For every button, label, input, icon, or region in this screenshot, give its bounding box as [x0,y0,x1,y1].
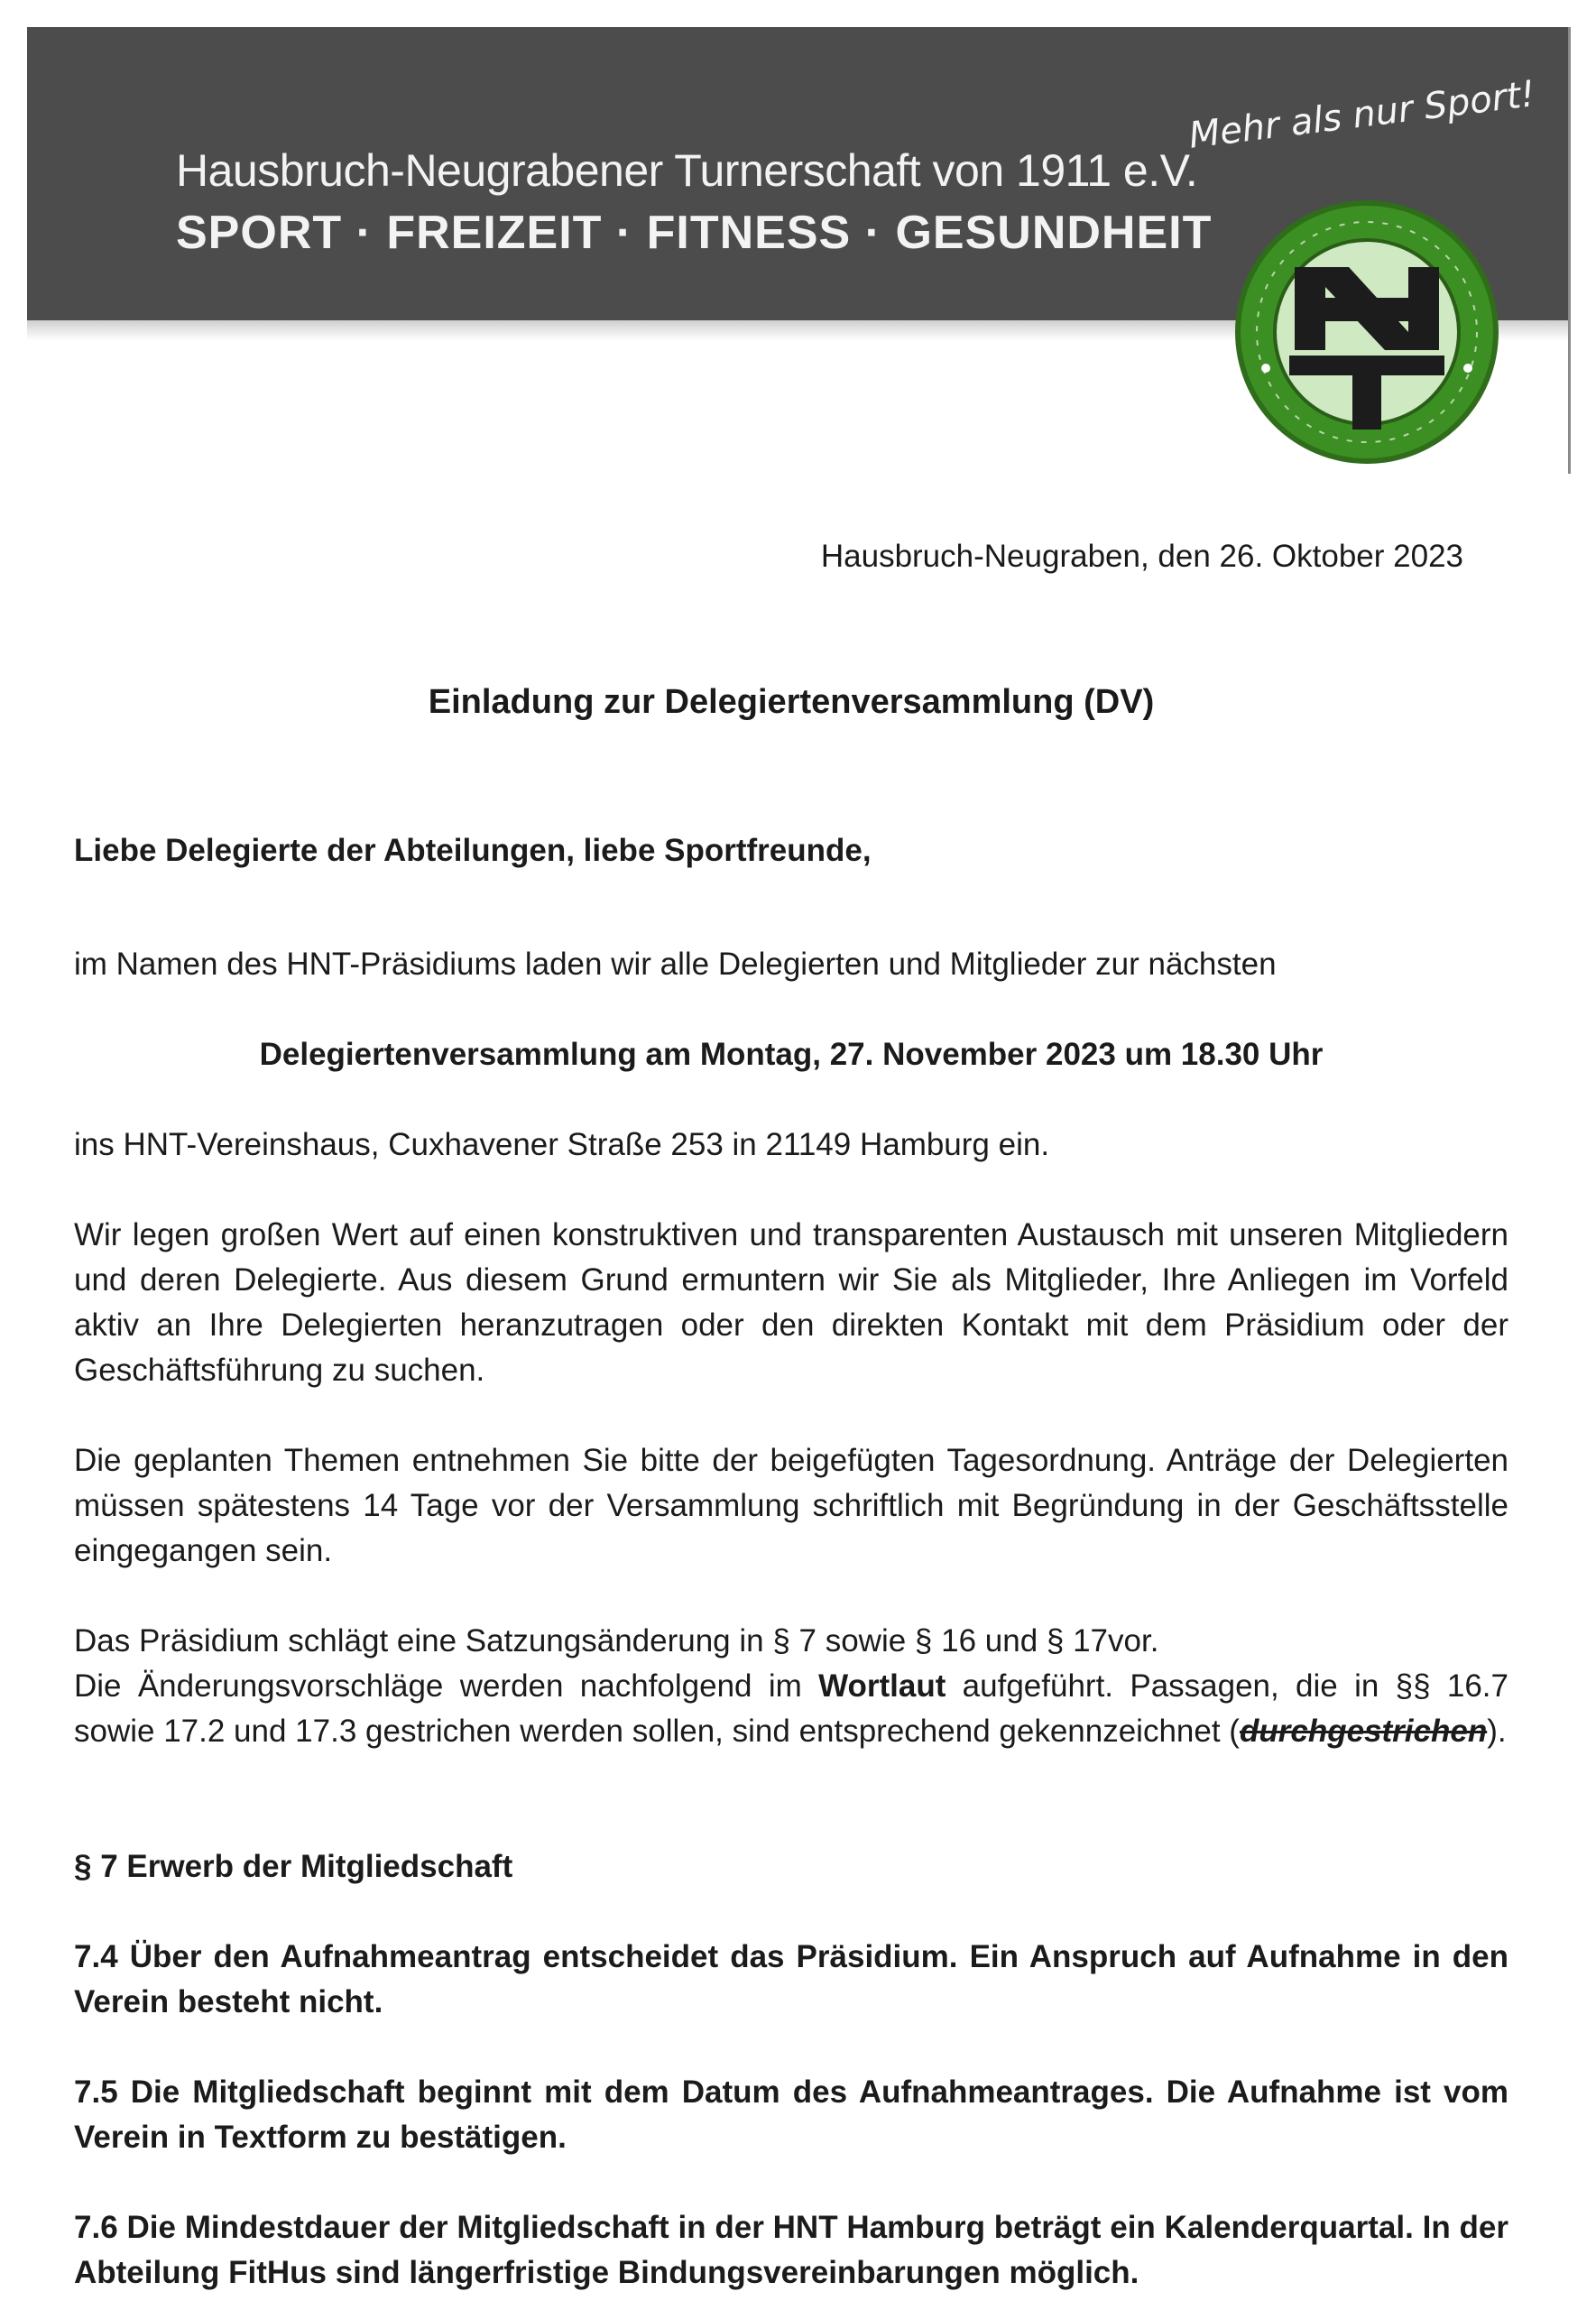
slogan: Mehr als nur Sport! [1186,73,1538,157]
paragraph-agenda: Die geplanten Themen entnehmen Sie bitte der beigefügten Tagesordnung. Anträge der Delegierten müssen spätestens 14 Tage vor der Versammlung schriftlich mit Begründung in der Geschäftsstelle eingegangen sein. [74,1443,1508,1568]
paragraph-amendment-details [74,1664,1508,1754]
paragraph-exchange: Wir legen großen Wert auf einen konstruktiven und transparenten Austausch mit unseren Mitgliedern und deren Delegierte. Aus diesem Grund ermuntern wir Sie als Mitglieder, Ihre Anliegen im Vorfeld aktiv an Ihre Delegierten heranzutragen oder den direkten Kontakt mit dem Präsidium oder der Geschäftsführung zu suchen. [74,1217,1508,1388]
club-logo [1232,197,1502,467]
event-line: Delegiertenversammlung am Montag, 27. November 2023 um 18.30 Uhr [259,1037,1324,1072]
amendment-text-end: ). [1487,1714,1507,1749]
amendment-strikethrough-example: durchgestrichen [1239,1714,1488,1749]
amendment-bold-wortlaut: Wortlaut [818,1668,946,1704]
date-line: Hausbruch-Neugraben, den 26. Oktober 2023 [820,539,1463,574]
intro-line: im Namen des HNT-Präsidiums laden wir alle Delegierten und Mitglieder zur nächsten [74,947,1277,982]
clause-7-6: 7.6 Die Mindestdauer der Mitgliedschaft in der HNT Hamburg beträgt ein Kalenderquartal. In der Abteilung FitHus sind längerfristige Bindungsvereinbarungen möglich. [74,2210,1508,2290]
club-motto: SPORT · FREIZEIT · FITNESS · GESUNDHEIT [176,207,1213,259]
amendment-text-a: Die Änderungsvorschläge werden nachfolgend im [74,1668,819,1704]
clause-7-4: 7.4 Über den Aufnahmeantrag entscheidet das Präsidium. Ein Anspruch auf Aufnahme in den Verein besteht nicht. [74,1939,1508,2019]
page-title: Einladung zur Delegiertenversammlung (DV) [428,683,1155,721]
section-heading: § 7 Erwerb der Mitgliedschaft [74,1849,513,1884]
salutation: Liebe Delegierte der Abteilungen, liebe Sportfreunde, [74,833,872,868]
location-line: ins HNT-Vereinshaus, Cuxhavener Straße 253 in 21149 Hamburg ein. [74,1127,1050,1162]
amendment-text-b: aufgeführt. Passagen, die in §§ 16.7 sowie 17.2 und 17.3 gestrichen werden sollen, sind entsprechend gekennzeichnet ( [74,1668,1508,1749]
club-logo-icon [1232,197,1502,467]
clause-7-5: 7.5 Die Mitgliedschaft beginnt mit dem Datum des Aufnahmeantrages. Die Aufnahme ist vom Verein in Textform zu bestätigen. [74,2074,1508,2155]
header-vertical-rule [1568,27,1571,474]
club-name: Hausbruch-Neugrabener Turnerschaft von 1911 e.V. [176,145,1198,196]
paragraph-amendment-intro: Das Präsidium schlägt eine Satzungsänderung in § 7 sowie § 16 und § 17vor. [74,1623,1159,1659]
